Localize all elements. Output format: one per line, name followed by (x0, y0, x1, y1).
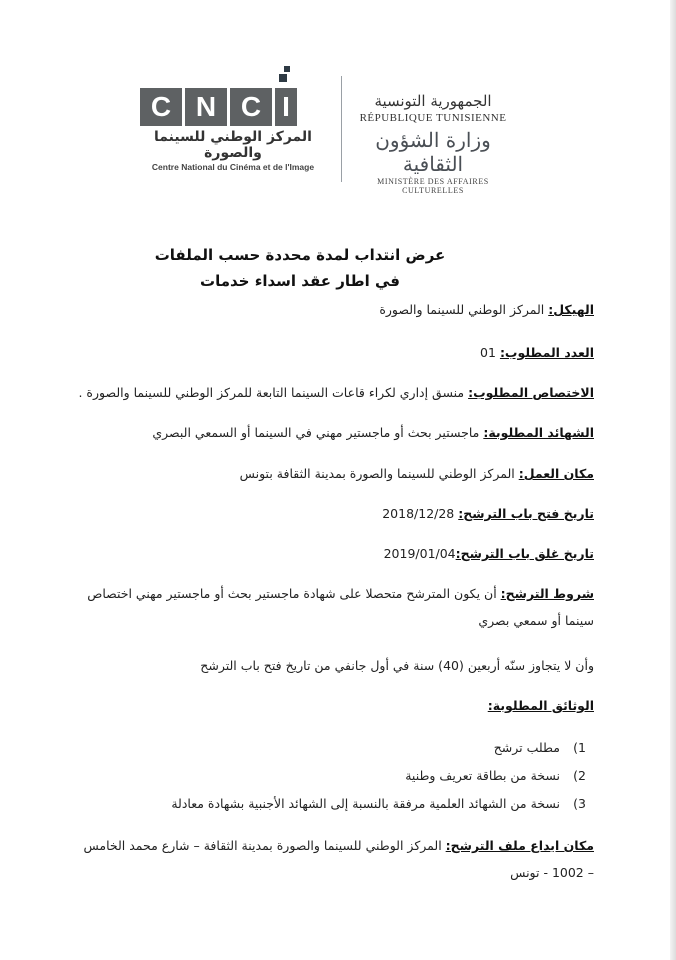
document-item-text: مطلب ترشح (493, 740, 560, 755)
cnci-dot-icon (284, 66, 290, 72)
degrees-label: الشهائد المطلوبة: (483, 425, 594, 440)
document-item-3 (171, 796, 586, 811)
structure-line (379, 302, 594, 317)
count-line (480, 345, 594, 360)
page-edge-shadow (670, 0, 676, 960)
close-date-line (384, 546, 594, 561)
cnci-letter-i (275, 88, 297, 126)
cnci-letter-c1: C (140, 88, 182, 126)
structure-label: الهيكل: (548, 302, 594, 317)
conditions-label: شروط الترشح: (500, 586, 594, 601)
count-value: 01 (480, 345, 500, 360)
degrees-line (152, 425, 594, 440)
deposit-value: المركز الوطني للسينما والصورة بمدينة الثقافة – شارع محمد الخامس – 1002 - تونس (83, 838, 594, 880)
document-item-2 (405, 768, 586, 783)
cnci-french-name: Centre National du Cinéma et de l'Image (151, 162, 315, 172)
ministry-arabic: وزارة الشؤون الثقافية (375, 128, 491, 176)
degrees-value: ماجستير بحث أو ماجستير مهني في السينما أو السمعي البصري (152, 425, 484, 440)
republic-arabic: الجمهورية التونسية (374, 92, 492, 110)
ministry-french: MINISTÈRE DES AFFAIRES CULTURELLES (377, 177, 489, 195)
close-date-value: 2019/01/04 (383, 546, 456, 561)
header-divider (341, 76, 342, 182)
cnci-arabic-name: المركز الوطني للسينما والصورة (154, 129, 312, 161)
document-subtitle: في اطار عقد اسداء خدمات (200, 272, 400, 290)
cnci-logo (140, 88, 326, 180)
document-item-1 (494, 740, 586, 755)
workplace-label: مكان العمل: (518, 466, 594, 481)
document-item-text: نسخة من بطاقة تعريف وطنية (405, 768, 560, 783)
cnci-letter-i-text: I (282, 91, 290, 122)
cnci-dot-icon (279, 74, 287, 82)
specialty-label: الاختصاص المطلوب: (468, 385, 594, 400)
workplace-value: المركز الوطني للسينما والصورة بمدينة الثقافة بتونس (239, 466, 519, 481)
specialty-line (78, 385, 594, 400)
conditions-value: أن يكون المترشح متحصلا على شهادة ماجستير بحث أو ماجستير مهني اختصاص سينما أو سمعي بصري (87, 586, 594, 628)
deposit-label: مكان ايداع ملف الترشح: (445, 838, 594, 853)
cnci-letter-n: N (185, 88, 227, 126)
deposit-paragraph (74, 832, 594, 886)
conditions-paragraph (74, 580, 594, 634)
republic-french: RÉPUBLIQUE TUNISIENNE (359, 112, 507, 124)
documents-label: الوثائق المطلوبة: (487, 698, 594, 713)
open-date-label: تاريخ فتح باب الترشح: (458, 506, 594, 521)
document-item-number: 3) (573, 796, 586, 811)
government-header (348, 92, 518, 195)
workplace-line (240, 466, 594, 481)
cnci-letter-c2: C (230, 88, 272, 126)
cnci-letter-row (140, 88, 326, 126)
open-date-line (382, 506, 594, 521)
open-date-value: 2018/12/28 (382, 506, 459, 521)
document-item-number: 1) (573, 740, 586, 755)
close-date-label: تاريخ غلق باب الترشح: (455, 546, 594, 561)
age-condition-line: وأن لا يتجاوز سنّه أربعين (40) سنة في أول جانفي من تاريخ فتح باب الترشح (200, 658, 594, 673)
document-item-number: 2) (573, 768, 586, 783)
document-item-text: نسخة من الشهائد العلمية مرفقة بالنسبة إلى الشهائد الأجنبية بشهادة معادلة (171, 796, 560, 811)
structure-value: المركز الوطني للسينما والصورة (379, 302, 549, 317)
document-title: عرض انتداب لمدة محددة حسب الملفات (154, 246, 446, 264)
documents-heading (488, 698, 594, 713)
count-label: العدد المطلوب: (499, 345, 594, 360)
specialty-value: منسق إداري لكراء قاعات السينما التابعة للمركز الوطني للسينما والصورة . (78, 385, 469, 400)
